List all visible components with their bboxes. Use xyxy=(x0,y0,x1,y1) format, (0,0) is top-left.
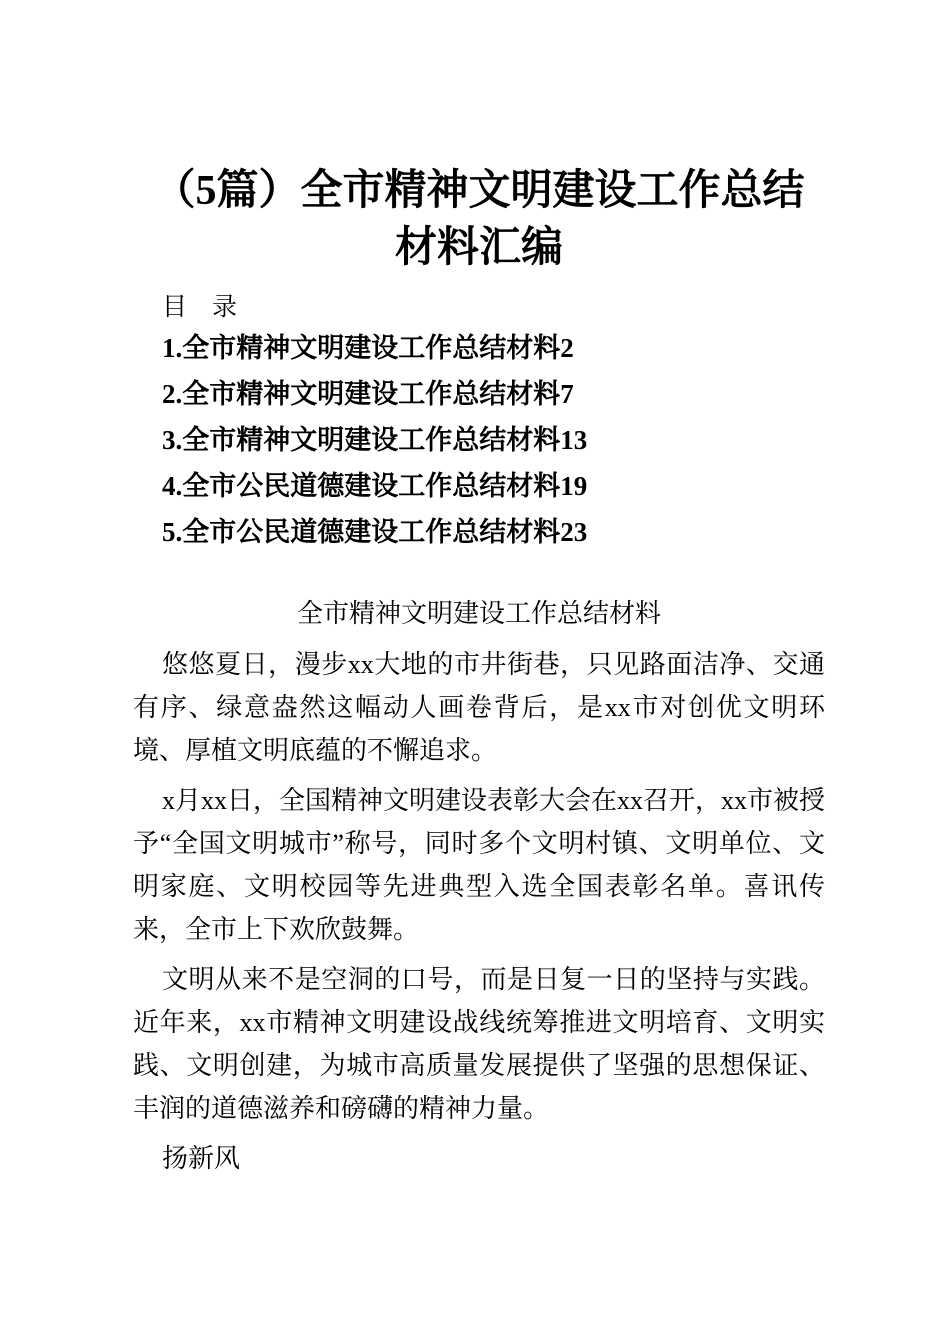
article-paragraph-3: 文明从来不是空洞的口号，而是日复一日的坚持与实践。近年来，xx市精神文明建设战线统筹推进文明培育、文明实践、文明创建，为城市高质量发展提供了坚强的思想保证、丰润的道德滋养和磅礴的精神力量。 xyxy=(133,965,825,1123)
toc-item-2: 2.全市精神文明建设工作总结材料7 xyxy=(162,379,574,409)
article-paragraph-2: x月xx日，全国精神文明建设表彰大会在xx召开，xx市被授予“全国文明城市”称号，同时多个文明村镇、文明单位、文明家庭、文明校园等先进典型入选全国表彰名单。喜讯传来，全市上下欢欣鼓舞。 xyxy=(133,786,826,944)
article-heading: 全市精神文明建设工作总结材料 xyxy=(296,599,661,628)
toc-item-4: 4.全市公民道德建设工作总结材料19 xyxy=(162,471,588,501)
toc-item-5: 5.全市公民道德建设工作总结材料23 xyxy=(162,517,588,547)
toc-heading: 目 录 xyxy=(162,294,238,321)
document-title: （5篇）全市精神文明建设工作总结材料汇编 xyxy=(153,168,805,271)
table-of-contents xyxy=(162,293,825,555)
article-body xyxy=(133,599,825,1180)
article-paragraph-1: 悠悠夏日，漫步xx大地的市井街巷，只见路面洁净、交通有序、绿意盎然这幅动人画卷背后，是xx市对创优文明环境、厚植文明底蕴的不懈追求。 xyxy=(133,650,825,765)
article-paragraph-4: 扬新风 xyxy=(162,1144,241,1173)
toc-item-1: 1.全市精神文明建设工作总结材料2 xyxy=(162,333,574,363)
toc-item-3: 3.全市精神文明建设工作总结材料13 xyxy=(162,425,588,455)
